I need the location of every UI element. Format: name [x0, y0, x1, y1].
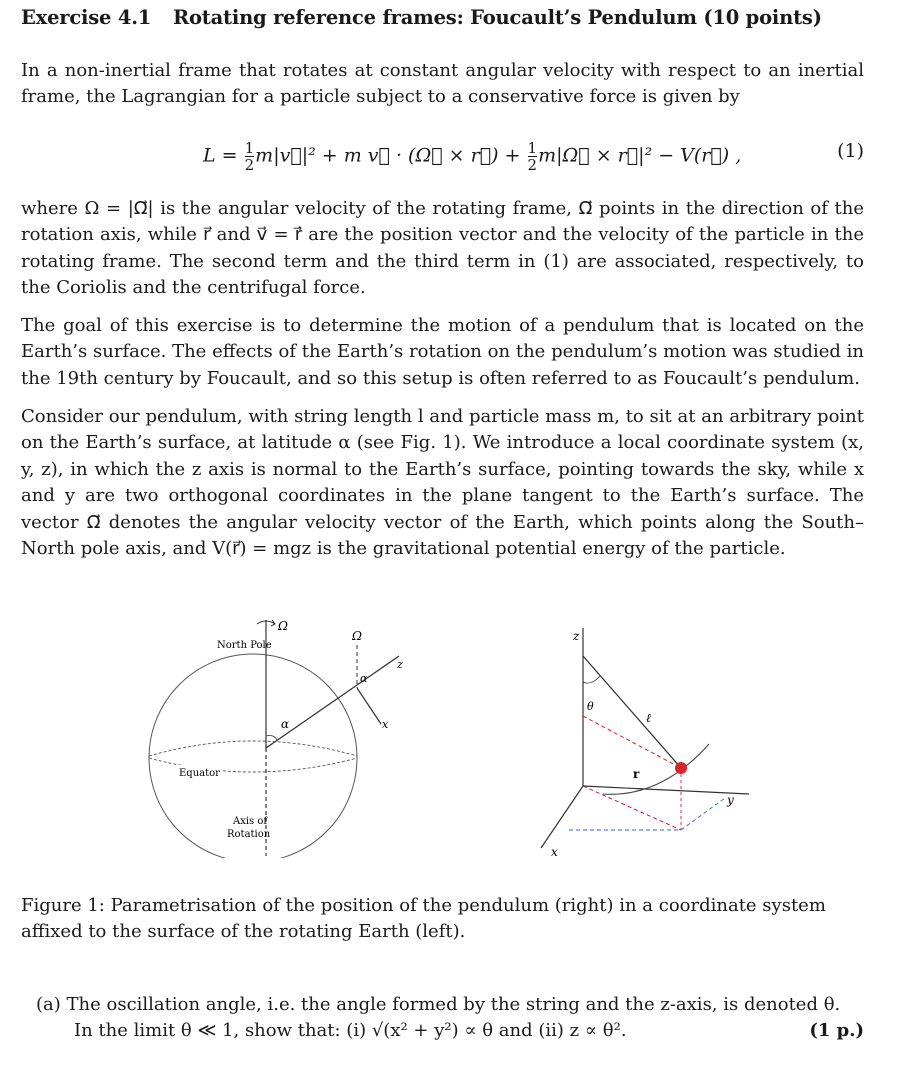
- question-text-1: The oscillation angle, i.e. the angle formed by the string and the z-axis, is denoted θ.: [66, 994, 841, 1015]
- alpha-local-label: α: [360, 672, 368, 685]
- equation-tag: (1): [837, 140, 864, 162]
- radius-line: [266, 656, 399, 748]
- equation-term1: m|v⃗|² + m v⃗ · (Ω⃗ × r⃗) +: [255, 144, 521, 167]
- r-label: r: [633, 767, 640, 781]
- question-line-1: [36, 992, 864, 1018]
- local-x-label: x: [382, 718, 389, 731]
- consider-paragraph: Consider our pendulum, with string length l and particle mass m, to sit at an arbitrary point on the Earth’s surface, at latitude α (see Fig. 1). We introduce a local coordinate system (x, y, z), in which the z axis is normal to the Earth’s surface, pointing towards the sky, while x and y are two orthogonal coordinates in the plane tangent to the Earth’s surface. The vector Ω⃗ denotes the angular velocity vector of the Earth, which points along the South–North pole axis, and V(r⃗) = mgz is the gravitational potential energy of the particle.: [21, 406, 864, 560]
- frac-den: 2: [527, 156, 538, 174]
- pendulum-figure: [511, 618, 751, 858]
- frac-num: 1: [527, 139, 538, 157]
- lagrangian-equation: [21, 128, 864, 172]
- pendulum-bob: [675, 762, 687, 774]
- local-z-label: z: [397, 658, 403, 671]
- y-axis: [583, 786, 749, 794]
- x-axis: [541, 786, 583, 848]
- equation-term2: m|Ω⃗ × r⃗|² − V(r⃗) ,: [538, 144, 742, 167]
- omega-top-label: Ω: [278, 619, 288, 633]
- y-axis-label: y: [727, 793, 734, 807]
- fraction-half-2: [528, 140, 538, 173]
- alpha-arc-center: [266, 736, 277, 741]
- question-a: [36, 992, 864, 1045]
- question-line-2: In the limit θ ≪ 1, show that: (i) √(x² + y²) ∝ θ and (ii) z ∝ θ².: [74, 1020, 627, 1042]
- equator-label: Equator: [179, 768, 220, 779]
- equation-body: [203, 140, 741, 173]
- pendulum-string: [583, 656, 681, 768]
- proj-y-dashed: [681, 798, 725, 830]
- r-vector-dashed: [583, 716, 681, 768]
- intro-paragraph: In a non-inertial frame that rotates at constant angular velocity with respect to an inertial frame, the Lagrangian for a particle subject to a conservative force is given by: [21, 60, 864, 108]
- question-points: (1 p.): [809, 1020, 864, 1041]
- theta-arc: [583, 676, 600, 683]
- x-axis-label: x: [551, 845, 558, 858]
- equation-lhs: L =: [203, 144, 238, 167]
- figure-caption: Figure 1: Parametrisation of the position of the pendulum (right) in a coordinate system affixed to the surface of the rotating Earth (left).: [21, 895, 826, 943]
- equator-back: [149, 741, 357, 756]
- rotation-label: Rotation: [227, 829, 271, 840]
- frac-num: 1: [244, 139, 255, 157]
- frac-den: 2: [244, 156, 255, 174]
- omega-local-label: Ω: [352, 629, 362, 643]
- ell-label: ℓ: [646, 711, 651, 725]
- swing-arc: [603, 744, 709, 794]
- axis-of-label: Axis of: [233, 816, 268, 827]
- question-label: (a): [36, 994, 61, 1015]
- local-x-axis: [357, 688, 381, 724]
- goal-paragraph: The goal of this exercise is to determine the motion of a pendulum that is located on the Earth’s surface. The effects of the Earth’s rotation on the pendulum’s motion was studied in the 19th century by Foucault, and so this setup is often referred to as Foucault’s pendulum.: [21, 315, 864, 389]
- exercise-heading: [21, 6, 822, 29]
- north-pole-label: North Pole: [217, 640, 272, 651]
- earth-figure: [141, 608, 421, 858]
- fraction-half-1: [245, 140, 255, 173]
- where-paragraph: where Ω = |Ω⃗| is the angular velocity of the rotating frame, Ω⃗ points in the direction of the rotation axis, while r⃗ and v⃗ = ṙ⃗ are the position vector and the velocity of the particle in the rotating frame. The second term and the third term in (1) are associated, respectively, to the Coriolis and the centrifugal force.: [21, 198, 864, 299]
- exercise-number: Exercise 4.1: [21, 6, 152, 29]
- theta-label: θ: [587, 700, 594, 713]
- exercise-title: Rotating reference frames: Foucault’s Pendulum (10 points): [173, 6, 822, 29]
- alpha-center-label: α: [281, 717, 290, 731]
- z-axis-label: z: [573, 629, 580, 643]
